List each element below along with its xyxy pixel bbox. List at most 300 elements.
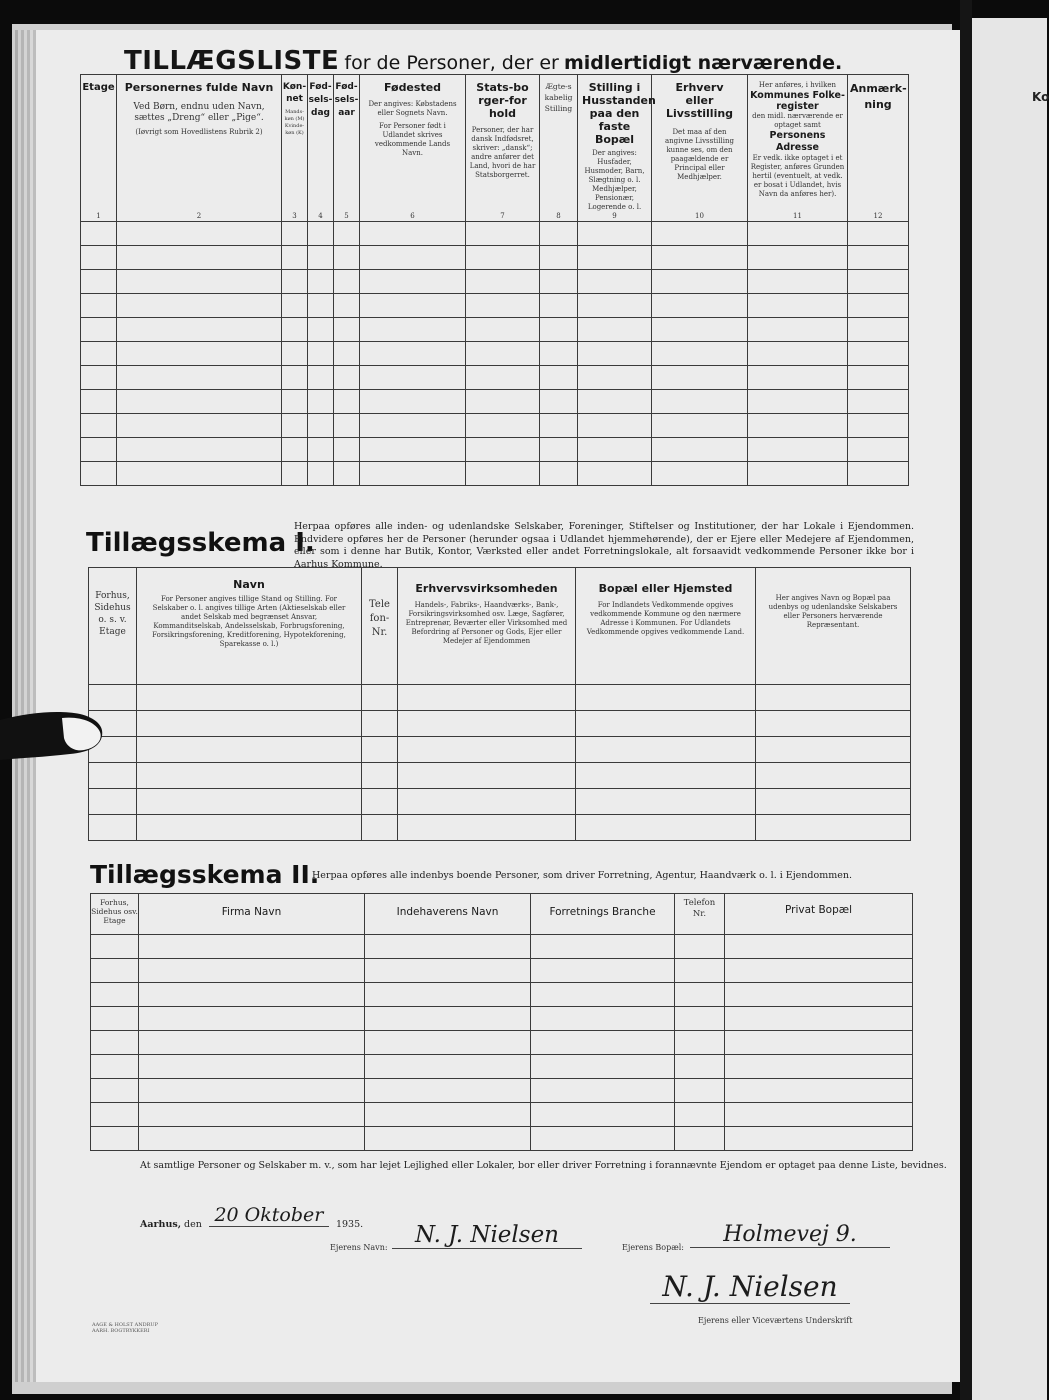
table1-row (81, 342, 909, 366)
table1-cell[interactable] (748, 294, 848, 318)
table1-cell[interactable] (848, 318, 909, 342)
table1-cell[interactable] (652, 270, 748, 294)
table1-cell[interactable] (848, 270, 909, 294)
skema2-row (91, 1079, 913, 1103)
table1-cell[interactable] (334, 438, 360, 462)
skema2-cell[interactable] (725, 1079, 913, 1103)
table1-cell[interactable] (282, 390, 308, 414)
sk2-col-firma: Firma Navn (139, 894, 365, 935)
skema2-cell[interactable] (91, 1055, 139, 1079)
skema2-row (91, 1127, 913, 1151)
owner-name-handwritten: N. J. Nielsen (392, 1222, 582, 1249)
table1-cell[interactable] (748, 366, 848, 390)
table1-cell[interactable] (540, 438, 578, 462)
skema1-cell[interactable] (398, 789, 576, 815)
title-main: TILLÆGSLISTE (124, 46, 340, 76)
table1-cell[interactable] (360, 318, 466, 342)
table1-cell[interactable] (308, 246, 334, 270)
table1-cell[interactable] (117, 270, 282, 294)
table1-cell[interactable] (334, 246, 360, 270)
table1-cell[interactable] (466, 318, 540, 342)
skema1-body (89, 685, 911, 841)
table1-cell[interactable] (308, 222, 334, 246)
table1-cell[interactable] (81, 414, 117, 438)
skema1-cell[interactable] (576, 737, 756, 763)
table1-cell[interactable] (360, 366, 466, 390)
table1-cell[interactable] (282, 366, 308, 390)
table1-cell[interactable] (652, 294, 748, 318)
sk2-col-branche: Forretnings Branche (531, 894, 675, 935)
skema1-cell[interactable] (362, 711, 398, 737)
table1-cell[interactable] (308, 294, 334, 318)
table1-cell[interactable] (540, 390, 578, 414)
skema2-header-row (91, 894, 913, 935)
skema2-cell[interactable] (365, 935, 531, 959)
skema2-description: Herpaa opføres alle indenbys boende Personer, som driver Forretning, Agentur, Haandværk o. l. i Ejendommen. (312, 870, 852, 881)
table1-cell[interactable] (282, 246, 308, 270)
printer-imprint: AAGE & HOLST ANDRUP AARH. BOGTRYKKERI (92, 1322, 158, 1334)
table1-cell[interactable] (308, 318, 334, 342)
skema1-cell[interactable] (398, 815, 576, 841)
table1-cell[interactable] (81, 294, 117, 318)
table1-cell[interactable] (848, 246, 909, 270)
skema2-cell[interactable] (139, 1079, 365, 1103)
table1-row (81, 462, 909, 486)
skema1-cell[interactable] (89, 815, 137, 841)
skema2-cell[interactable] (365, 1055, 531, 1079)
den-label: den (184, 1219, 202, 1230)
table1-cell[interactable] (578, 270, 652, 294)
title-part1: for de Personer, der er (344, 52, 559, 74)
table1-cell[interactable] (652, 318, 748, 342)
skema1-cell[interactable] (137, 763, 362, 789)
skema2-cell[interactable] (675, 959, 725, 983)
table1-cell[interactable] (748, 246, 848, 270)
skema2-cell[interactable] (139, 983, 365, 1007)
table1-cell[interactable] (652, 390, 748, 414)
skema1-cell[interactable] (137, 685, 362, 711)
skema2-cell[interactable] (675, 1055, 725, 1079)
skema2-table (90, 893, 913, 1151)
table1-row (81, 270, 909, 294)
col-erhverv: Erhverv eller Livsstilling Det maa af den angivne Livsstilling kunne ses, om den paagældende er Principal eller Medhjælper. 10 (652, 75, 748, 222)
col-foedselsaar: Fød-sels-aar 5 (334, 75, 360, 222)
table1-cell[interactable] (360, 270, 466, 294)
table1-cell[interactable] (466, 246, 540, 270)
sk1-col-erhverv: Erhvervsvirksomheden Handels-, Fabriks-, Haandværks-, Bank-, Forsikringsvirksomhed osv. Læge, Sagfører, Entreprenør, Beværter eller Virksomhed med Befordring af Personer og Gods, Ejer eller Medejer af Ejendommen (398, 568, 576, 685)
skema2-cell[interactable] (725, 1007, 913, 1031)
table1-cell[interactable] (466, 414, 540, 438)
skema2-cell[interactable] (91, 1127, 139, 1151)
skema1-cell[interactable] (576, 685, 756, 711)
table1-cell[interactable] (308, 414, 334, 438)
skema2-cell[interactable] (139, 935, 365, 959)
skema1-cell[interactable] (398, 711, 576, 737)
table1-row (81, 438, 909, 462)
table1-cell[interactable] (334, 270, 360, 294)
table1-cell[interactable] (334, 342, 360, 366)
skema1-cell[interactable] (576, 711, 756, 737)
skema1-row (89, 737, 911, 763)
skema1-cell[interactable] (756, 685, 911, 711)
sk2-col-etage: Forhus, Sidehus osv. Etage (91, 894, 139, 935)
skema1-cell[interactable] (137, 789, 362, 815)
skema2-cell[interactable] (365, 1007, 531, 1031)
table1-cell[interactable] (308, 342, 334, 366)
skema2-row (91, 1031, 913, 1055)
skema2-body (91, 935, 913, 1151)
table1-cell[interactable] (748, 342, 848, 366)
table1-cell[interactable] (360, 342, 466, 366)
table1-cell[interactable] (282, 462, 308, 486)
skema2-cell[interactable] (531, 1079, 675, 1103)
owner-name-label: Ejerens Navn: (330, 1243, 388, 1252)
skema1-cell[interactable] (756, 763, 911, 789)
skema1-cell[interactable] (756, 815, 911, 841)
table1-cell[interactable] (466, 222, 540, 246)
table1-cell[interactable] (578, 222, 652, 246)
skema2-row (91, 983, 913, 1007)
table1-cell[interactable] (282, 414, 308, 438)
table1-cell[interactable] (578, 366, 652, 390)
skema1-cell[interactable] (137, 815, 362, 841)
skema1-cell[interactable] (137, 711, 362, 737)
col-stilling: Stilling i Husstanden paa den faste Bopæl Der angives: Husfader, Husmoder, Barn, Slægtning o. l. Medhjælper, Pensionær, Logerende o. l. 9 (578, 75, 652, 222)
sk1-col-etage: Forhus, Sidehus o. s. v. Etage (89, 568, 137, 685)
col-name: Personernes fulde Navn Ved Børn, endnu uden Navn, sættes „Dreng“ eller „Pige“. (Iøvrigt som Hovedlistens Rubrik 2) 2 (117, 75, 282, 222)
col-foedselsdag: Fød-sels-dag 4 (308, 75, 334, 222)
table1-cell[interactable] (578, 390, 652, 414)
skema2-cell[interactable] (91, 1031, 139, 1055)
skema2-cell[interactable] (725, 1103, 913, 1127)
table1-cell[interactable] (466, 294, 540, 318)
table1-cell[interactable] (466, 366, 540, 390)
skema2-row (91, 1055, 913, 1079)
holding-finger-icon (0, 700, 110, 770)
table1-cell[interactable] (466, 270, 540, 294)
table1-cell[interactable] (540, 222, 578, 246)
skema1-cell[interactable] (362, 789, 398, 815)
table1-cell[interactable] (308, 270, 334, 294)
date-handwritten: 20 Oktober (209, 1204, 329, 1227)
table1-cell[interactable] (848, 390, 909, 414)
table1-cell[interactable] (848, 462, 909, 486)
table1-row (81, 366, 909, 390)
table1-cell[interactable] (117, 246, 282, 270)
skema2-cell[interactable] (139, 1127, 365, 1151)
table1-cell[interactable] (540, 366, 578, 390)
table1-cell[interactable] (540, 462, 578, 486)
table1-cell[interactable] (308, 462, 334, 486)
skema2-cell[interactable] (531, 1031, 675, 1055)
skema2-cell[interactable] (725, 1031, 913, 1055)
table1-cell[interactable] (652, 438, 748, 462)
table1-cell[interactable] (308, 390, 334, 414)
sk2-col-bopael: Privat Bopæl (725, 894, 913, 935)
table1-cell[interactable] (540, 246, 578, 270)
sk1-col-navn: Navn For Personer angives tillige Stand og Stilling. For Selskaber o. l. angives tillige Arten (Aktieselskab eller andet Selskab med begrænset Ansvar, Kommanditselskab, Andelsselskab, Forbrugsforening, Forsikringsforening, Kreditforening, Hypotekforening, Sparekasse o. l.) (137, 568, 362, 685)
skema2-cell[interactable] (91, 1007, 139, 1031)
skema2-cell[interactable] (531, 1127, 675, 1151)
table1-cell[interactable] (466, 342, 540, 366)
book-gutter (960, 0, 972, 1400)
skema2-cell[interactable] (91, 1079, 139, 1103)
table1-cell[interactable] (334, 462, 360, 486)
table1-cell[interactable] (81, 342, 117, 366)
skema2-row (91, 959, 913, 983)
table1-cell[interactable] (81, 366, 117, 390)
table1-cell[interactable] (334, 414, 360, 438)
table1-cell[interactable] (848, 414, 909, 438)
skema1-row (89, 789, 911, 815)
table1-cell[interactable] (334, 390, 360, 414)
col-etage: Etage 1 (81, 75, 117, 222)
skema1-cell[interactable] (362, 763, 398, 789)
skema1-header-row (89, 568, 911, 685)
col-koen: Køn-net Mands-køn (M) Kvinde-køn (K) 3 (282, 75, 308, 222)
table1-cell[interactable] (578, 414, 652, 438)
skema1-cell[interactable] (398, 737, 576, 763)
skema2-cell[interactable] (365, 959, 531, 983)
table1-cell[interactable] (360, 390, 466, 414)
skema2-cell[interactable] (531, 983, 675, 1007)
table1-cell[interactable] (308, 366, 334, 390)
table1-cell[interactable] (652, 414, 748, 438)
table1-cell[interactable] (282, 270, 308, 294)
table1-header-row (81, 75, 909, 222)
skema1-cell[interactable] (398, 763, 576, 789)
table1-row (81, 246, 909, 270)
skema2-cell[interactable] (139, 1103, 365, 1127)
skema2-cell[interactable] (365, 1031, 531, 1055)
table1-cell[interactable] (578, 318, 652, 342)
table1-cell[interactable] (117, 318, 282, 342)
table1-cell[interactable] (360, 438, 466, 462)
table1-cell[interactable] (748, 222, 848, 246)
table1-cell[interactable] (578, 294, 652, 318)
table1-row (81, 414, 909, 438)
table1-cell[interactable] (578, 246, 652, 270)
sk1-col-bopael: Bopæl eller Hjemsted For Indlandets Vedkommende opgives vedkommende Kommune og den nærmere Adresse i Kommunen. For Udlandets Vedkommende opgives vedkommende Land. (576, 568, 756, 685)
table1-cell[interactable] (540, 318, 578, 342)
skema2-cell[interactable] (675, 935, 725, 959)
skema2-cell[interactable] (725, 959, 913, 983)
signature-label: Ejerens eller Viceværtens Underskrift (698, 1316, 853, 1325)
skema2-cell[interactable] (139, 1055, 365, 1079)
owner-address-label: Ejerens Bopæl: (622, 1243, 685, 1252)
table1-cell[interactable] (748, 270, 848, 294)
table1-cell[interactable] (652, 342, 748, 366)
table1-cell[interactable] (540, 342, 578, 366)
skema2-cell[interactable] (725, 1055, 913, 1079)
table1-cell[interactable] (578, 462, 652, 486)
skema1-cell[interactable] (137, 737, 362, 763)
table1-cell[interactable] (748, 414, 848, 438)
sk1-col-telefon: Telefon-Nr. (362, 568, 398, 685)
table1-body (81, 222, 909, 486)
skema2-cell[interactable] (91, 935, 139, 959)
table1-cell[interactable] (652, 366, 748, 390)
table1-cell[interactable] (334, 294, 360, 318)
skema2-cell[interactable] (675, 1031, 725, 1055)
owner-address-handwritten: Holmevej 9. (690, 1222, 890, 1248)
table1-cell[interactable] (466, 390, 540, 414)
skema1-description: Herpaa opføres alle inden- og udenlandske Selskaber, Foreninger, Stiftelser og Institutioner, der har Lokale i Ejendommen. Endvidere opføres her de Personer (herunder ogsaa i Udlandet hjemmehørende), der er Ejere eller Medejere af Ejendommen, eller som i denne har Butik, Kontor, Værksted eller andet Forretningslokale, alt forsaavidt vedkommende Personer ikke bor i Aarhus Kommune. (294, 521, 914, 570)
table1-cell[interactable] (81, 222, 117, 246)
col-folkeregister: Her anføres, i hvilken Kommunes Folke-register den midl. nærværende er optaget samt Personens Adresse Er vedk. ikke optaget i et Register, anføres Grunden hertil (eventuelt, at vedk. er bosat i Udlandet, hvis Navn da anføres her). 11 (748, 75, 848, 222)
skema2-cell[interactable] (139, 1031, 365, 1055)
skema2-cell[interactable] (139, 959, 365, 983)
skema2-cell[interactable] (531, 1007, 675, 1031)
table1-cell[interactable] (117, 342, 282, 366)
table1-cell[interactable] (540, 294, 578, 318)
table1-cell[interactable] (282, 318, 308, 342)
skema1-cell[interactable] (576, 789, 756, 815)
skema2-cell[interactable] (531, 959, 675, 983)
skema1-row (89, 763, 911, 789)
table1-cell[interactable] (117, 438, 282, 462)
skema1-cell[interactable] (576, 815, 756, 841)
table1-cell[interactable] (282, 294, 308, 318)
table1-cell[interactable] (282, 342, 308, 366)
table1-cell[interactable] (81, 246, 117, 270)
skema1-cell[interactable] (362, 737, 398, 763)
table1-cell[interactable] (334, 366, 360, 390)
table1-cell[interactable] (81, 270, 117, 294)
sk2-col-telefon: Telefon Nr. (675, 894, 725, 935)
table1-cell[interactable] (652, 462, 748, 486)
table1-cell[interactable] (466, 462, 540, 486)
table1-cell[interactable] (117, 414, 282, 438)
table1-row (81, 294, 909, 318)
skema1-cell[interactable] (89, 789, 137, 815)
skema2-cell[interactable] (531, 935, 675, 959)
skema2-row (91, 1103, 913, 1127)
table1-cell[interactable] (282, 438, 308, 462)
table1-cell[interactable] (81, 462, 117, 486)
table1-cell[interactable] (848, 222, 909, 246)
sk2-col-indehaver: Indehaverens Navn (365, 894, 531, 935)
skema2-row (91, 935, 913, 959)
table1-cell[interactable] (540, 270, 578, 294)
skema2-cell[interactable] (675, 1079, 725, 1103)
table1-cell[interactable] (360, 222, 466, 246)
form-title (124, 46, 842, 76)
table1-cell[interactable] (360, 246, 466, 270)
table1-row (81, 318, 909, 342)
skema2-cell[interactable] (365, 1127, 531, 1151)
skema2-cell[interactable] (675, 1103, 725, 1127)
skema1-cell[interactable] (756, 789, 911, 815)
skema1-table (88, 567, 911, 841)
table1-cell[interactable] (81, 438, 117, 462)
col-aegteskabelig: Ægte-skabelig Stilling 8 (540, 75, 578, 222)
col-anmaerkning: Anmærk-ning 12 (848, 75, 909, 222)
skema1-row (89, 711, 911, 737)
skema2-cell[interactable] (91, 983, 139, 1007)
skema2-cell[interactable] (725, 1127, 913, 1151)
skema1-cell[interactable] (756, 711, 911, 737)
year-label: 1935. (335, 1219, 364, 1230)
skema2-cell[interactable] (365, 983, 531, 1007)
skema2-cell[interactable] (675, 1127, 725, 1151)
table1-cell[interactable] (117, 366, 282, 390)
table1-cell[interactable] (308, 438, 334, 462)
city-label: Aarhus, (140, 1219, 182, 1230)
skema2-cell[interactable] (91, 1103, 139, 1127)
table1-cell[interactable] (334, 222, 360, 246)
table1-cell[interactable] (360, 414, 466, 438)
table1-cell[interactable] (81, 390, 117, 414)
skema2-cell[interactable] (365, 1079, 531, 1103)
skema1-row (89, 685, 911, 711)
table1-row (81, 222, 909, 246)
col-foedested: Fødested Der angives: Købstadens eller Sognets Navn. For Personer født i Udlandet skrives vedkommende Lands Navn. 6 (360, 75, 466, 222)
skema1-cell[interactable] (398, 685, 576, 711)
certification-text: At samtlige Personer og Selskaber m. v., som har lejet Lejlighed eller Lokaler, bor eller driver Forretning i forannævnte Ejendom er optaget paa denne Liste, bevidnes. (140, 1160, 947, 1171)
table1-cell[interactable] (117, 390, 282, 414)
table1-cell[interactable] (466, 438, 540, 462)
skema1-cell[interactable] (362, 685, 398, 711)
table1-cell[interactable] (748, 438, 848, 462)
table1-cell[interactable] (848, 342, 909, 366)
skema2-cell[interactable] (531, 1103, 675, 1127)
table1-cell[interactable] (578, 438, 652, 462)
skema2-cell[interactable] (675, 1007, 725, 1031)
table1-cell[interactable] (282, 222, 308, 246)
skema1-cell[interactable] (576, 763, 756, 789)
skema2-row (91, 1007, 913, 1031)
skema2-cell[interactable] (725, 983, 913, 1007)
skema2-cell[interactable] (725, 935, 913, 959)
right-page-fragment (972, 18, 1047, 1400)
table1-cell[interactable] (540, 414, 578, 438)
table1-cell[interactable] (117, 222, 282, 246)
table1-cell[interactable] (848, 294, 909, 318)
skema2-cell[interactable] (531, 1055, 675, 1079)
table1-cell[interactable] (748, 390, 848, 414)
table1-cell[interactable] (360, 294, 466, 318)
table1-cell[interactable] (117, 462, 282, 486)
right-page-text: Ko (1032, 90, 1049, 104)
signature-handwritten: N. J. Nielsen (650, 1270, 850, 1304)
skema2-cell[interactable] (91, 959, 139, 983)
date-line (140, 1204, 364, 1233)
tillaegsliste-table (80, 74, 909, 486)
table1-cell[interactable] (748, 462, 848, 486)
table1-cell[interactable] (748, 318, 848, 342)
skema1-row (89, 815, 911, 841)
skema1-cell[interactable] (362, 815, 398, 841)
table1-cell[interactable] (334, 318, 360, 342)
table1-cell[interactable] (117, 294, 282, 318)
skema2-cell[interactable] (365, 1103, 531, 1127)
skema1-cell[interactable] (756, 737, 911, 763)
col-statsborger: Stats-borger-forhold Personer, der har dansk Indfødsret, skriver: „dansk“; andre anfører det Land, hvori de har Statsborgerret. 7 (466, 75, 540, 222)
table1-cell[interactable] (848, 438, 909, 462)
skema2-title: Tillægsskema II. (90, 860, 320, 889)
table1-row (81, 390, 909, 414)
table1-cell[interactable] (578, 342, 652, 366)
table1-cell[interactable] (848, 366, 909, 390)
table1-cell[interactable] (652, 246, 748, 270)
skema2-cell[interactable] (139, 1007, 365, 1031)
table1-cell[interactable] (360, 462, 466, 486)
skema2-cell[interactable] (675, 983, 725, 1007)
table1-cell[interactable] (81, 318, 117, 342)
table1-cell[interactable] (652, 222, 748, 246)
title-part2: midlertidigt nærværende. (563, 52, 843, 74)
